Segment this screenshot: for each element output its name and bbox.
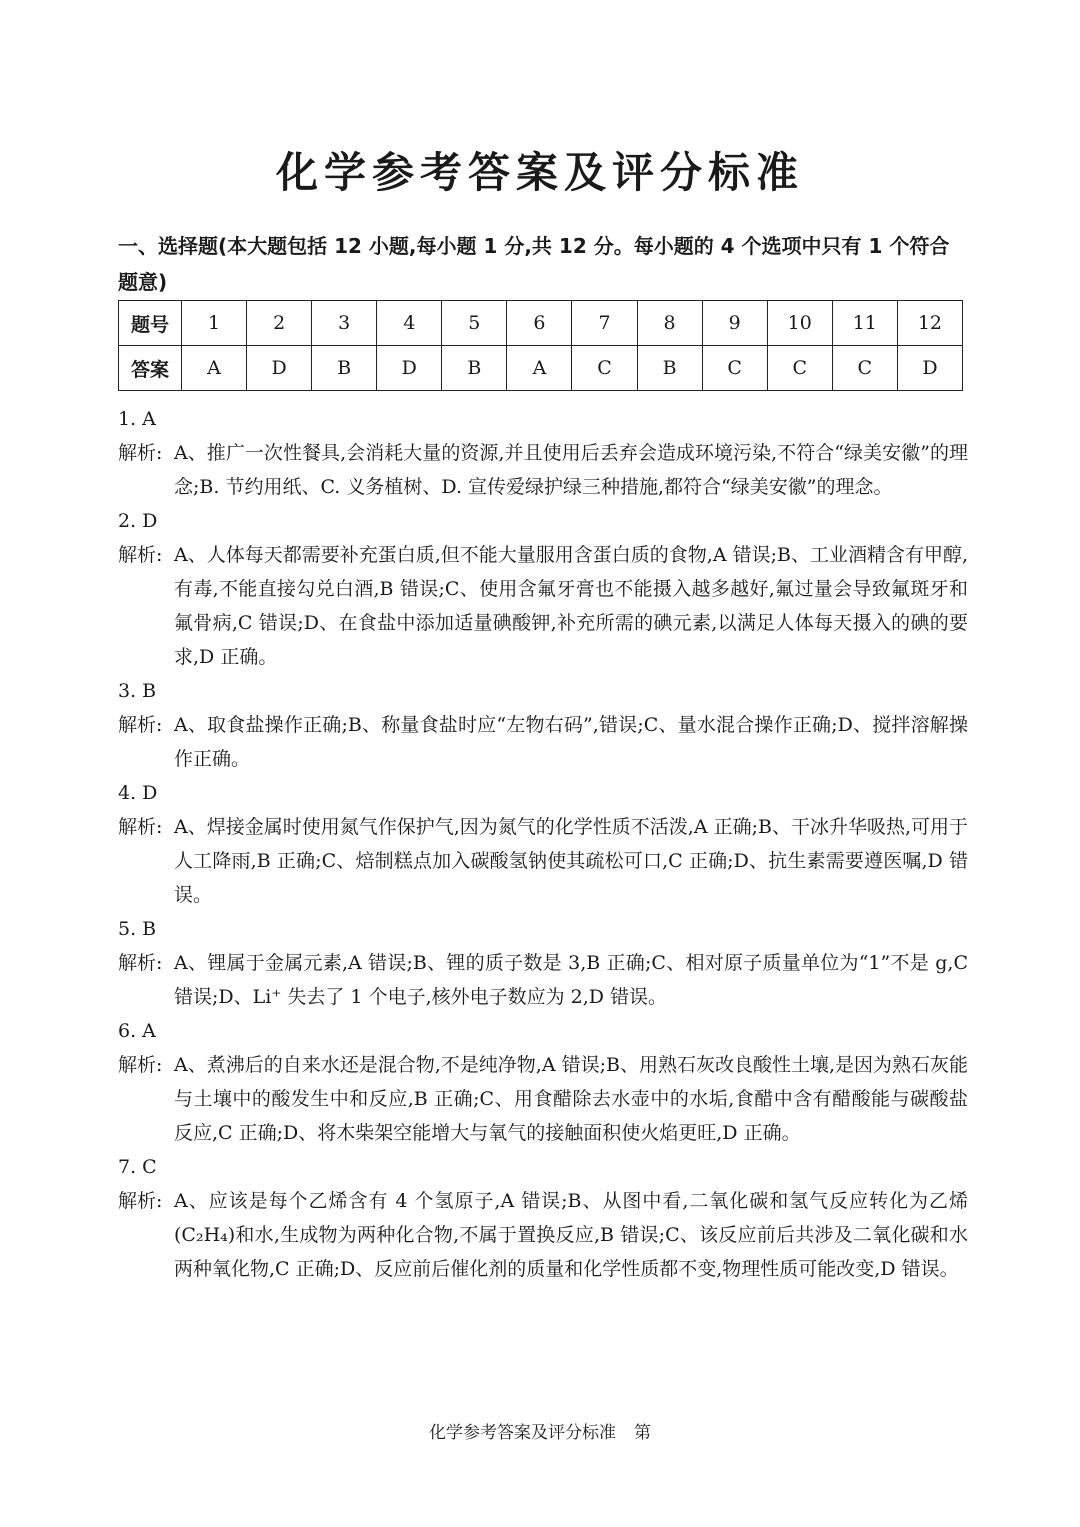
question-number: 6 [507,301,572,346]
explanation-1 [118,436,968,504]
page-title: 化学参考答案及评分标准 [275,148,804,197]
question-answer-1: 1. A [118,408,156,430]
explanation-5 [118,946,968,1014]
answer-cell: D [897,346,962,391]
explanation-label: 解析: [118,1190,163,1212]
question-answer-4: 4. D [118,782,158,804]
answer-cell: B [312,346,377,391]
answer-cell: A [507,346,572,391]
explanation-label: 解析: [118,1054,163,1076]
footer-text: 化学参考答案及评分标准 [429,1423,616,1443]
page-footer [0,1418,1080,1443]
question-number: 12 [897,301,962,346]
answer-cell: C [832,346,897,391]
explanation-text: A、应该是每个乙烯含有 4 个氢原子,A 错误;B、从图中看,二氧化碳和氢气反应转化为乙烯(C₂H₄)和水,生成物为两种化合物,不属于置换反应,B 错误;C、该反应前后共涉及二氧化碳和水两种氧化物,C 正确;D、反应前后催化剂的质量和化学性质都不变,物理性质可能改变,D 错误。 [174,1190,968,1280]
question-number: 7 [572,301,637,346]
explanation-label: 解析: [118,952,163,974]
explanation-text: A、人体每天都需要补充蛋白质,但不能大量服用含蛋白质的食物,A 错误;B、工业酒精含有甲醇,有毒,不能直接勾兑白酒,B 错误;C、使用含氟牙膏也不能摄入越多越好,氟过量会导致氟斑牙和氟骨病,C 错误;D、在食盐中添加适量碘酸钾,补充所需的碘元素,以满足人体每天摄入的碘的要求,D 正确。 [174,544,968,668]
explanation-text: A、锂属于金属元素,A 错误;B、锂的质子数是 3,B 正确;C、相对原子质量单位为“1”不是 g,C 错误;D、Li⁺ 失去了 1 个电子,核外电子数应为 2,D 错误。 [174,952,968,1008]
answer-cell: B [442,346,507,391]
explanation-text: A、煮沸后的自来水还是混合物,不是纯净物,A 错误;B、用熟石灰改良酸性土壤,是因为熟石灰能与土壤中的酸发生中和反应,B 正确;C、用食醋除去水壶中的水垢,食醋中含有醋酸能与碳酸盐反应,C 正确;D、将木柴架空能增大与氧气的接触面积使火焰更旺,D 正确。 [174,1054,968,1144]
explanation-text: A、焊接金属时使用氮气作保护气,因为氮气的化学性质不活泼,A 正确;B、干冰升华吸热,可用于人工降雨,B 正确;C、焙制糕点加入碳酸氢钠使其疏松可口,C 正确;D、抗生素需要遵医嘱,D 错误。 [174,816,968,906]
answer-cell: B [637,346,702,391]
question-number: 2 [247,301,312,346]
explanation-3 [118,708,968,776]
explanation-6 [118,1048,968,1150]
question-number: 11 [832,301,897,346]
answer-cell: D [377,346,442,391]
question-number: 3 [312,301,377,346]
question-number: 8 [637,301,702,346]
explanation-2 [118,538,968,674]
answer-cell: C [572,346,637,391]
question-answer-6: 6. A [118,1020,156,1042]
explanation-label: 解析: [118,714,163,736]
row-header-question: 题号 [119,301,182,346]
explanation-4 [118,810,968,912]
question-answer-7: 7. C [118,1156,157,1178]
answer-row [119,346,963,391]
explanation-text: A、取食盐操作正确;B、称量食盐时应“左物右码”,错误;C、量水混合操作正确;D、搅拌溶解操作正确。 [174,714,968,770]
explanation-text: A、推广一次性餐具,会消耗大量的资源,并且使用后丢弃会造成环境污染,不符合“绿美安徽”的理念;B. 节约用纸、C. 义务植树、D. 宣传爱绿护绿三种措施,都符合“绿美安徽”的理念。 [174,442,968,498]
question-number-row [119,301,963,346]
footer-page-label: 第 [634,1423,651,1443]
question-number: 9 [702,301,767,346]
explanation-label: 解析: [118,442,163,464]
answer-cell: D [247,346,312,391]
question-number: 10 [767,301,832,346]
question-answer-2: 2. D [118,510,158,532]
explanations [118,402,968,1286]
answer-cell: C [702,346,767,391]
answer-cell: C [767,346,832,391]
explanation-7 [118,1184,968,1286]
question-number: 4 [377,301,442,346]
section-heading: 一、选择题(本大题包括 12 小题,每小题 1 分,共 12 分。每小题的 4 个选项中只有 1 个符合题意) [118,234,950,294]
question-number: 5 [442,301,507,346]
question-answer-3: 3. B [118,680,157,702]
question-answer-5: 5. B [118,918,157,940]
row-header-answer: 答案 [119,346,182,391]
question-number: 1 [182,301,247,346]
answer-table [118,300,963,391]
explanation-label: 解析: [118,816,163,838]
answer-cell: A [182,346,247,391]
explanation-label: 解析: [118,544,163,566]
